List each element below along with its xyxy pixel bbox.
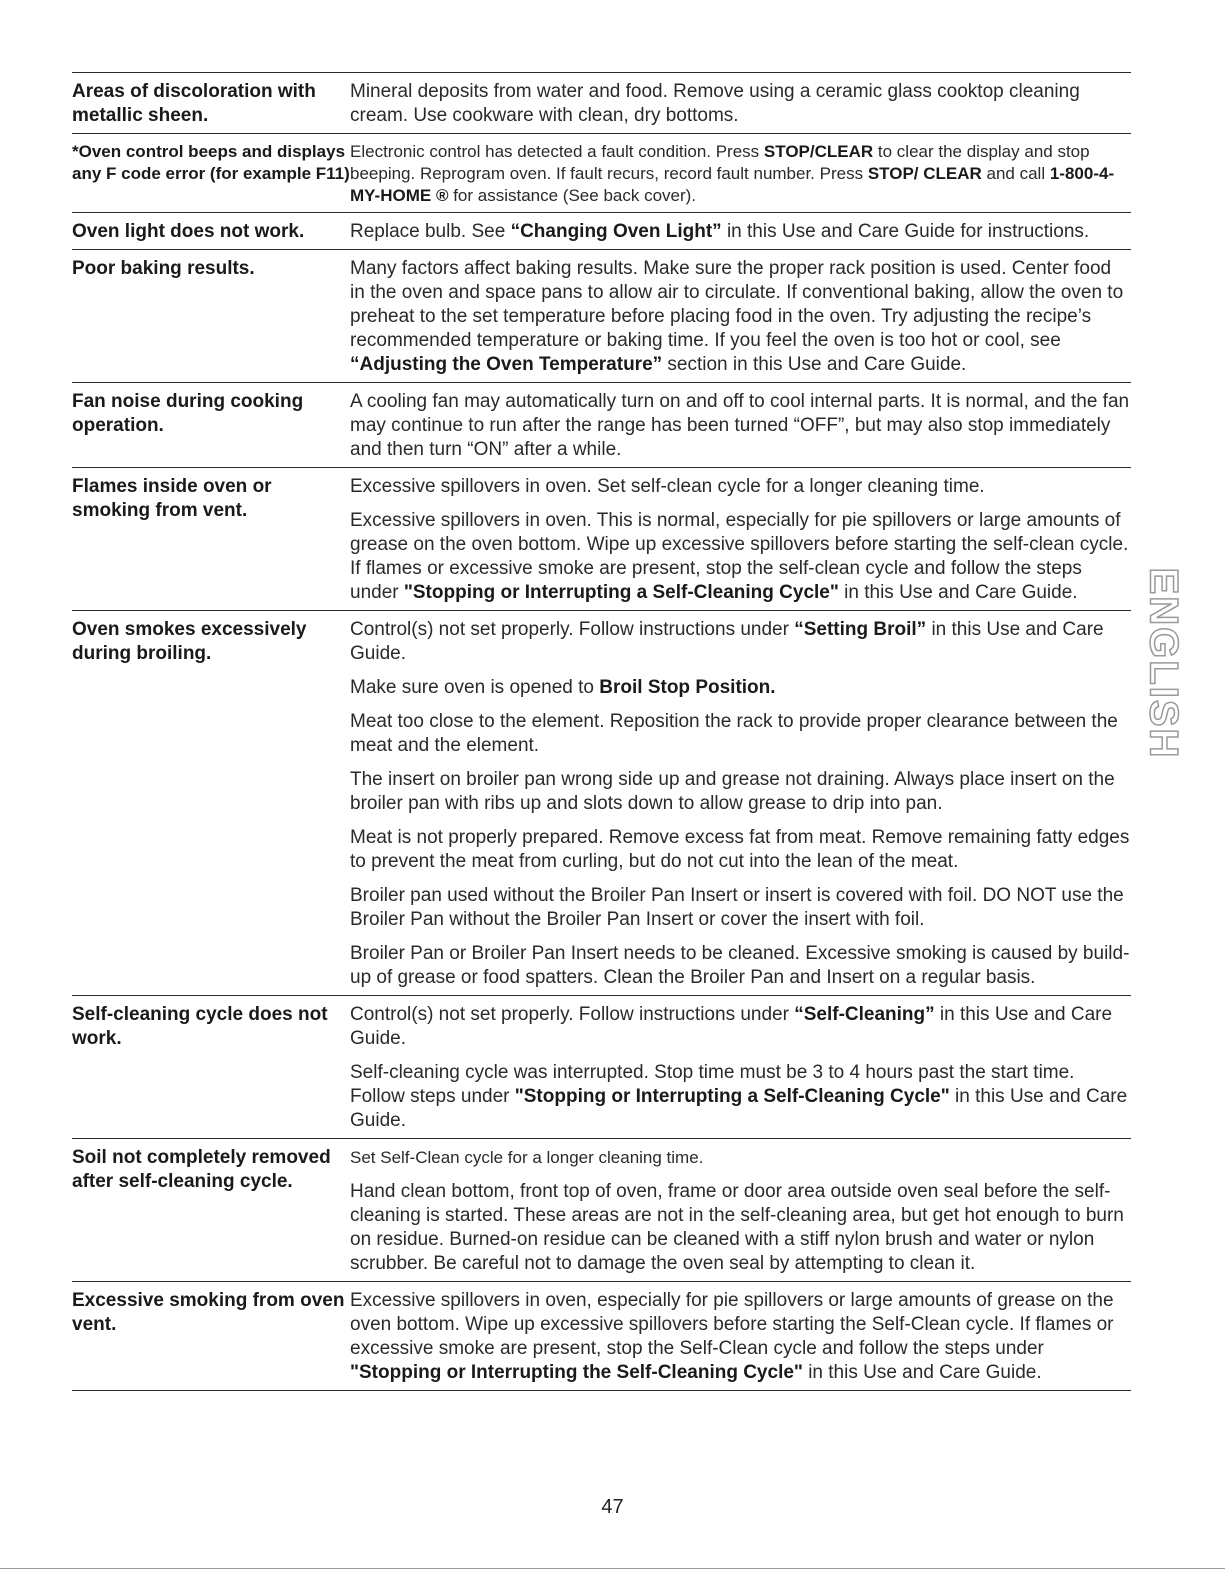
solution-text: and call [981, 164, 1050, 183]
solution-cell [350, 1146, 1131, 1276]
solution-cell [350, 1289, 1131, 1385]
problem-cell: *Oven control beeps and displays any F code error (for example F11) [72, 142, 350, 183]
bold-reference: “Adjusting the Oven Temperature” [350, 354, 663, 375]
solution-cell [350, 220, 1131, 244]
solution-text: Self-cleaning cycle was interrupted. Stop time must be 3 to 4 hours past the start time. Follow steps under [350, 1062, 1075, 1107]
solution-cell [350, 80, 1131, 128]
solution-text: in this Use and Care Guide. [802, 1362, 1042, 1383]
language-side-tab [1133, 567, 1193, 759]
solution-text: to clear the display and stop beeping. Reprogram oven. If fault recurs, record fault number. Press [350, 142, 1090, 183]
table-row [72, 611, 1131, 996]
solution-paragraph [350, 220, 1131, 244]
solution-text: in this Use and Care Guide. [350, 1004, 1113, 1049]
solution-cell [350, 257, 1131, 377]
solution-text: Meat too close to the element. Reposition the rack to provide proper clearance between the meat and the element. [350, 711, 1118, 756]
solution-cell [350, 475, 1131, 605]
problem-cell: Self-cleaning cycle does not work. [72, 1004, 328, 1049]
bold-reference: "Stopping or Interrupting a Self-Cleaning Cycle" [403, 582, 839, 603]
solution-paragraph [350, 257, 1131, 377]
solution-text: A cooling fan may automatically turn on and off to cool internal parts. It is normal, and the fan may continue to run after the range has been turned “OFF”, but may also stop immediately and then turn “ON” after a while. [350, 391, 1130, 460]
solution-text: Excessive spillovers in oven. Set self-clean cycle for a longer cleaning time. [350, 476, 985, 497]
problem-cell: Soil not completely removed after self-cleaning cycle. [72, 1147, 331, 1192]
solution-cell [350, 1003, 1131, 1133]
table-row [72, 1139, 1131, 1282]
solution-paragraph [350, 1289, 1131, 1385]
solution-paragraph [350, 1180, 1131, 1276]
solution-text: The insert on broiler pan wrong side up and grease not draining. Always place insert on the broiler pan with ribs up and slots down to allow grease to drip into pan. [350, 769, 1115, 814]
solution-text: in this Use and Care Guide. [838, 582, 1078, 603]
bold-reference: "Stopping or Interrupting a Self-Cleaning Cycle" [514, 1086, 950, 1107]
bottom-rule [0, 1568, 1225, 1569]
solution-text: Broiler Pan or Broiler Pan Insert needs to be cleaned. Excessive smoking is caused by build-up of grease or food spatters. Clean the Broiler Pan and Insert on a regular basis. [350, 943, 1130, 988]
solution-text: Excessive spillovers in oven. This is normal, especially for pie spillovers or large amounts of grease on the oven bottom. Wipe up excessive spillovers before starting the self-clean cycle. If flames or excessive smoke are present, stop the self-clean cycle and follow the steps under [350, 510, 1129, 603]
solution-text: in this Use and Care Guide. [350, 1086, 1128, 1131]
solution-text: in this Use and Care Guide. [350, 619, 1104, 664]
problem-cell: Poor baking results. [72, 258, 255, 279]
solution-text: Control(s) not set properly. Follow instructions under [350, 1004, 795, 1025]
problem-cell: Excessive smoking from oven vent. [72, 1290, 345, 1335]
solution-text: Meat is not properly prepared. Remove excess fat from meat. Remove remaining fatty edges to prevent the meat from curling, but do not cut into the lean of the meat. [350, 827, 1130, 872]
solution-text: Excessive spillovers in oven, especially for pie spillovers or large amounts of grease on the oven bottom. Wipe up excessive spillovers before starting the Self-Clean cycle. If flames or excessive smoke are present, stop the Self-Clean cycle and follow the steps under [350, 1290, 1114, 1359]
troubleshooting-table [72, 72, 1131, 1391]
problem-cell: Oven light does not work. [72, 221, 305, 242]
table-row [72, 213, 1131, 250]
solution-text: for assistance (See back cover). [448, 186, 697, 205]
table-row [72, 1282, 1131, 1391]
solution-text: Broiler pan used without the Broiler Pan Insert or insert is covered with foil. DO NOT use the Broiler Pan without the Broiler Pan Insert or cover the insert with foil. [350, 885, 1124, 930]
bold-reference: STOP/ CLEAR [867, 164, 982, 183]
bold-reference: Broil Stop Position. [599, 677, 776, 698]
solution-paragraph [350, 1061, 1131, 1133]
table-row [72, 996, 1131, 1139]
solution-paragraph [350, 826, 1131, 874]
solution-paragraph [350, 676, 1131, 700]
solution-cell [350, 618, 1131, 990]
solution-paragraph [350, 80, 1131, 128]
solution-paragraph [350, 1146, 1131, 1170]
problem-cell: Oven smokes excessively during broiling. [72, 619, 307, 664]
table-row [72, 250, 1131, 383]
solution-paragraph [350, 710, 1131, 758]
solution-paragraph [350, 884, 1131, 932]
solution-paragraph [350, 618, 1131, 666]
bold-reference: "Stopping or Interrupting the Self-Cleaning Cycle" [350, 1362, 803, 1383]
solution-paragraph [350, 390, 1131, 462]
solution-cell [350, 141, 1131, 207]
solution-paragraph [350, 1003, 1131, 1051]
table-row [72, 383, 1131, 468]
solution-text: Set Self-Clean cycle for a longer cleaning time. [350, 1148, 704, 1167]
solution-text: Replace bulb. See [350, 221, 511, 242]
side-tab-label: ENGLISH [1141, 567, 1186, 759]
solution-text: Control(s) not set properly. Follow instructions under [350, 619, 795, 640]
problem-cell: Flames inside oven or smoking from vent. [72, 476, 272, 521]
solution-cell [350, 390, 1131, 462]
table-row [72, 73, 1131, 134]
solution-paragraph [350, 141, 1131, 207]
page-number: 47 [601, 1496, 624, 1518]
bold-reference: 1-800-4-MY-HOME ® [350, 164, 1115, 205]
table-row [72, 134, 1131, 213]
bold-reference: “Changing Oven Light” [510, 221, 722, 242]
problem-cell: Areas of discoloration with metallic sheen. [72, 81, 316, 126]
solution-paragraph [350, 768, 1131, 816]
solution-text: Many factors affect baking results. Make sure the proper rack position is used. Center food in the oven and space pans to allow air to circulate. If conventional baking, allow the oven to preheat to the set temperature before placing food in the oven. Try adjusting the recipe’s recommended temperature or baking time. If you feel the oven is too hot or cool, see [350, 258, 1124, 351]
bold-reference: “Setting Broil” [794, 619, 927, 640]
solution-paragraph [350, 475, 1131, 499]
solution-paragraph [350, 942, 1131, 990]
solution-text: section in this Use and Care Guide. [662, 354, 967, 375]
solution-text: in this Use and Care Guide for instructions. [721, 221, 1090, 242]
table-row [72, 468, 1131, 611]
solution-text: Mineral deposits from water and food. Remove using a ceramic glass cooktop cleaning cream. Use cookware with clean, dry bottoms. [350, 81, 1080, 126]
bold-reference: “Self-Cleaning” [794, 1004, 935, 1025]
solution-paragraph [350, 509, 1131, 605]
solution-text: Hand clean bottom, front top of oven, frame or door area outside oven seal before the self-cleaning is started. These areas are not in the self-cleaning area, but get hot enough to burn on residue. Burned-on residue can be cleaned with a stiff nylon brush and water or nylon scrubber. Be careful not to damage the oven seal by attempting to clean it. [350, 1181, 1124, 1274]
solution-text: Electronic control has detected a fault condition. Press [350, 142, 764, 161]
solution-text: Make sure oven is opened to [350, 677, 600, 698]
problem-cell: Fan noise during cooking operation. [72, 391, 304, 436]
bold-reference: STOP/CLEAR [763, 142, 874, 161]
